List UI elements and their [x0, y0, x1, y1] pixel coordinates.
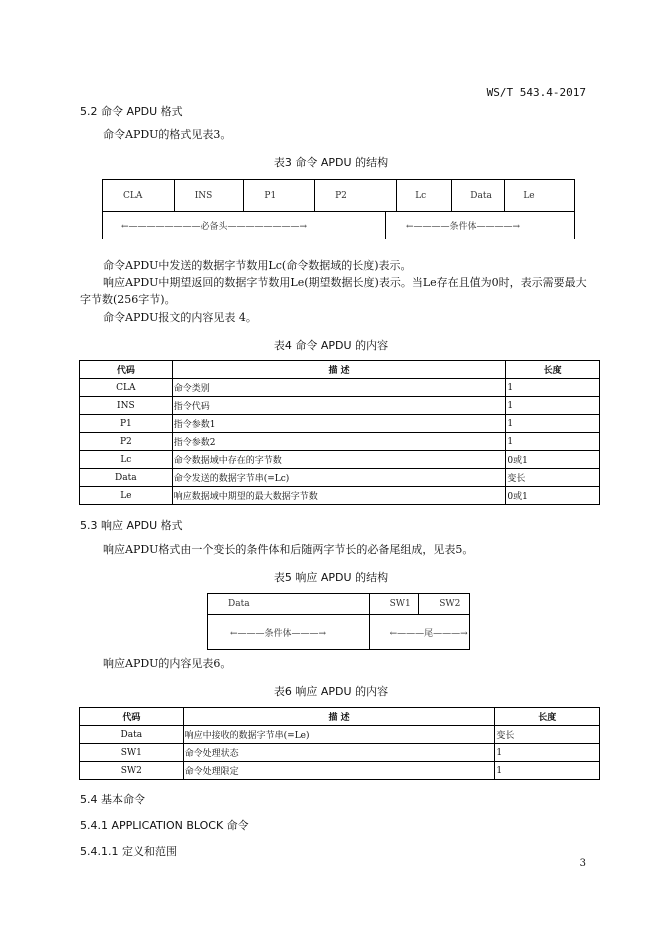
code-cell: Lc	[80, 451, 173, 469]
length-cell: 1	[506, 397, 600, 415]
description-cell: 响应数据域中期望的最大数据字节数	[172, 487, 506, 505]
section-5-4-1-heading: 5.4.1 APPLICATION BLOCK 命令	[80, 819, 249, 832]
length-cell: 1	[495, 744, 600, 762]
table3-cell-le: Le	[505, 180, 575, 212]
table6-header-description: 描 述	[183, 708, 495, 726]
table6-caption: 表6 响应 APDU 的内容	[273, 685, 389, 698]
description-cell: 响应中接收的数据字节串(=Le)	[183, 726, 495, 744]
table5-span-cell-trailer	[369, 615, 469, 650]
table-row	[80, 762, 600, 780]
table3-header-span: ←————————必备头————————→	[121, 222, 308, 232]
table3-middle-divider	[385, 211, 386, 239]
length-cell: 1	[506, 415, 600, 433]
table4-header-length: 长度	[506, 361, 600, 379]
code-cell: Le	[80, 487, 173, 505]
section-5-4-1-1-heading: 5.4.1.1 定义和范围	[80, 845, 177, 858]
code-cell: P2	[80, 433, 173, 451]
description-cell: 命令数据域中存在的字节数	[172, 451, 506, 469]
table-row	[80, 487, 600, 505]
code-cell: P1	[80, 415, 173, 433]
standard-number: WS/T 543.4-2017	[486, 86, 586, 99]
table3-structure	[102, 179, 575, 212]
section-5-2-intro: 命令APDU的格式见表3。	[103, 128, 232, 141]
description-cell: 命令处理限定	[183, 762, 495, 780]
table-row	[80, 433, 600, 451]
table6	[79, 707, 600, 780]
description-cell: 命令类别	[172, 379, 506, 397]
table6-header-row	[80, 708, 600, 726]
paragraph-table4-ref: 命令APDU报文的内容见表 4。	[103, 311, 257, 324]
description-cell: 命令处理状态	[183, 744, 495, 762]
table-row	[80, 726, 600, 744]
table3-right-divider	[574, 211, 575, 239]
table5-cell-sw2: SW2	[419, 594, 470, 615]
code-cell: Data	[80, 469, 173, 487]
section-5-2-heading: 5.2 命令 APDU 格式	[80, 105, 183, 118]
table3-left-divider	[102, 211, 103, 239]
table4-header-row	[80, 361, 600, 379]
table6-header-length: 长度	[495, 708, 600, 726]
length-cell: 1	[506, 379, 600, 397]
table-row	[80, 415, 600, 433]
table3-cell-p2: P2	[315, 180, 397, 212]
description-cell: 命令发送的数据字节串(=Lc)	[172, 469, 506, 487]
section-5-4-heading: 5.4 基本命令	[80, 793, 145, 806]
table3-cell-lc: Lc	[397, 180, 452, 212]
table3-cell-p1: P1	[244, 180, 315, 212]
code-cell: CLA	[80, 379, 173, 397]
paragraph-table6-ref: 响应APDU的内容见表6。	[103, 657, 232, 670]
table-row	[80, 397, 600, 415]
length-cell: 0或1	[506, 451, 600, 469]
table4	[79, 360, 600, 505]
table-row	[80, 379, 600, 397]
code-cell: INS	[80, 397, 173, 415]
table3-body-span: ←————条件体————→	[406, 222, 521, 232]
length-cell: 1	[495, 762, 600, 780]
table-row	[80, 451, 600, 469]
table6-header-code: 代码	[80, 708, 184, 726]
table3-cell-data: Data	[452, 180, 505, 212]
table4-caption: 表4 命令 APDU 的内容	[273, 339, 389, 352]
length-cell: 1	[506, 433, 600, 451]
table5-body-span: ←———条件体———→	[230, 628, 327, 639]
table-row	[80, 744, 600, 762]
section-5-3-heading: 5.3 响应 APDU 格式	[80, 519, 183, 532]
description-cell: 指令代码	[172, 397, 506, 415]
table5-cell-data: Data	[208, 594, 370, 615]
code-cell: SW1	[80, 744, 184, 762]
table3-caption: 表3 命令 APDU 的结构	[273, 156, 389, 169]
paragraph-le-line2: 字节数(256字节)。	[80, 293, 176, 306]
paragraph-lc: 命令APDU中发送的数据字节数用Lc(命令数据域的长度)表示。	[103, 259, 412, 272]
table5-trailer-span: ←———尾———→	[389, 628, 468, 639]
table5-cell-sw1: SW1	[369, 594, 419, 615]
section-5-3-intro: 响应APDU格式由一个变长的条件体和后随两字节长的必备尾组成，见表5。	[103, 543, 474, 556]
table-row	[80, 469, 600, 487]
table3-cell-ins: INS	[174, 180, 244, 212]
page-number: 3	[579, 858, 586, 869]
length-cell: 变长	[495, 726, 600, 744]
length-cell: 0或1	[506, 487, 600, 505]
table5-caption: 表5 响应 APDU 的结构	[273, 571, 389, 584]
description-cell: 指令参数2	[172, 433, 506, 451]
paragraph-le-line1: 响应APDU中期望返回的数据字节数用Le(期望数据长度)表示。当Le存在且值为0时，表示需要最大	[103, 276, 587, 289]
table5-structure	[207, 593, 470, 650]
table5-span-cell-body	[208, 615, 370, 650]
code-cell: SW2	[80, 762, 184, 780]
table3-cell-cla: CLA	[103, 180, 175, 212]
description-cell: 指令参数1	[172, 415, 506, 433]
code-cell: Data	[80, 726, 184, 744]
table4-header-description: 描 述	[172, 361, 506, 379]
table4-header-code: 代码	[80, 361, 173, 379]
length-cell: 变长	[506, 469, 600, 487]
